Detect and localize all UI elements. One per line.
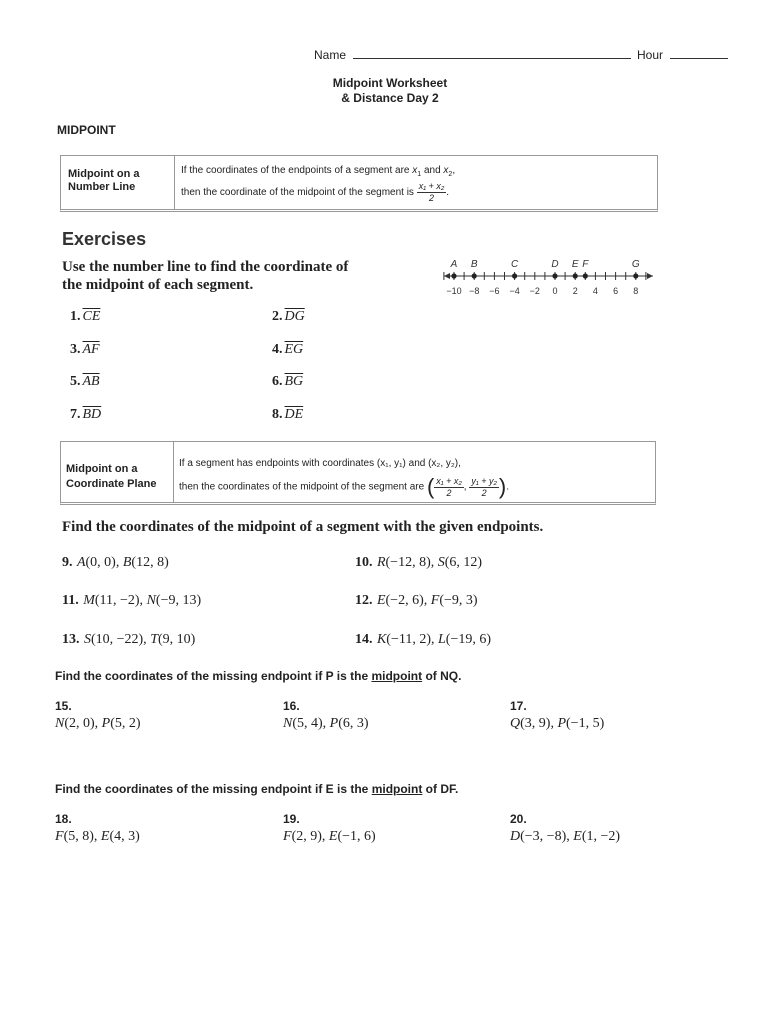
box1-and: and bbox=[421, 165, 444, 176]
midpoint-problem: 12. E(−2, 6), F(−9, 3) bbox=[355, 593, 478, 608]
exercises-heading: Exercises bbox=[62, 229, 147, 249]
box2-text-b: then the coordinates of the midpoint of the segment are bbox=[179, 481, 425, 493]
midpoint-problem: 14. K(−11, 2), L(−19, 6) bbox=[355, 632, 492, 647]
point-g bbox=[633, 273, 638, 278]
number-line-midpoint-box bbox=[60, 155, 658, 212]
part3-heading-pre: Find the coordinates of the missing endpoint if P is the bbox=[55, 669, 372, 683]
midpoint-problem: 11. M(11, −2), N(−9, 13) bbox=[62, 593, 202, 608]
problem-number: 19. bbox=[283, 812, 300, 826]
box1-text-b: then the coordinate of the midpoint of the segment is bbox=[181, 187, 414, 198]
coordinate-plane-midpoint-box bbox=[60, 441, 656, 505]
part3-heading bbox=[55, 669, 461, 683]
point-f bbox=[583, 273, 588, 278]
part4-heading bbox=[55, 782, 458, 796]
box1-text-line-2: then the coordinate of the midpoint of the segment is $\frac{\text{x₁ + x₂}}{2}$ . bbox=[181, 181, 450, 203]
tick-label: 8 bbox=[633, 286, 639, 296]
problem-number: 16. bbox=[283, 699, 300, 713]
point-label: C bbox=[510, 259, 519, 270]
box-divider bbox=[174, 156, 175, 209]
y-midpoint-fraction bbox=[469, 476, 499, 499]
point-label: F bbox=[582, 259, 589, 270]
segment-problem: 5. $\overline{AB}$ bbox=[70, 374, 100, 389]
tick-label: −6 bbox=[489, 286, 500, 296]
left-arrow-icon bbox=[444, 273, 450, 279]
hour-field bbox=[637, 46, 728, 62]
midpoint-problem: 9. A(0, 0), B(12, 8) bbox=[62, 555, 169, 570]
segment-problem: 8. $\overline{DE}$ bbox=[272, 407, 304, 422]
point-label: E bbox=[571, 259, 579, 270]
fraction-denominator: 2 bbox=[428, 193, 434, 203]
page-title bbox=[320, 76, 460, 106]
part4-midpoint-link: midpoint bbox=[371, 782, 423, 796]
fraction-numerator: x₁ + x₂ bbox=[418, 181, 445, 191]
x1-sub: 1 bbox=[417, 171, 422, 178]
box2-divider bbox=[173, 442, 174, 502]
x-fraction-denominator: 2 bbox=[446, 487, 452, 498]
point-label: G bbox=[631, 259, 640, 270]
segment-problem: 7. $\overline{BD}$ bbox=[70, 407, 102, 422]
point-label: D bbox=[551, 259, 559, 270]
x1-symbol: x bbox=[412, 165, 418, 176]
midpoint-problem: 13. S(10, −22), T(9, 10) bbox=[62, 632, 196, 647]
part3-heading-post: of NQ. bbox=[422, 669, 462, 683]
point-b bbox=[472, 273, 477, 278]
instructions-line-2: the midpoint of each segment. bbox=[62, 277, 254, 293]
point-e bbox=[573, 273, 578, 278]
point-c bbox=[512, 273, 517, 278]
part4-heading-post: of DF. bbox=[422, 782, 459, 796]
segment-problem: 2. $\overline{DG}$ bbox=[272, 309, 305, 324]
tick-label: −10 bbox=[446, 286, 462, 296]
title-line-1: Midpoint Worksheet bbox=[332, 76, 448, 90]
point-label: B bbox=[470, 259, 478, 270]
tick-label: −2 bbox=[529, 286, 540, 296]
hour-label: Hour bbox=[637, 48, 664, 62]
box1-comma: , bbox=[452, 165, 456, 176]
box1-text-line-1 bbox=[181, 165, 455, 178]
x-midpoint-fraction bbox=[434, 476, 464, 499]
x-fraction-numerator: x₁ + x₂ bbox=[436, 475, 462, 486]
tick-label: 4 bbox=[592, 286, 598, 296]
exercises-instructions bbox=[62, 258, 348, 294]
segment-problem: 1. $\overline{CE}$ bbox=[70, 309, 101, 324]
segment-problem: 3. $\overline{AF}$ bbox=[70, 342, 100, 357]
tick-label: 6 bbox=[613, 286, 619, 296]
section-heading: MIDPOINT bbox=[57, 123, 116, 137]
endpoint-problem: N(2, 0), P(5, 2) bbox=[55, 716, 141, 731]
number-line bbox=[440, 255, 660, 300]
problem-number: 18. bbox=[55, 812, 72, 826]
part2-heading: Find the coordinates of the midpoint of a segment with the given endpoints. bbox=[62, 519, 544, 535]
part3-midpoint-link: midpoint bbox=[371, 669, 423, 683]
x2-sub: 2 bbox=[448, 171, 453, 178]
tick-label: −8 bbox=[469, 286, 480, 296]
endpoint-problem: F(2, 9), E(−1, 6) bbox=[283, 829, 376, 844]
box2-label-line-2: Coordinate Plane bbox=[66, 478, 157, 490]
problem-number: 17. bbox=[510, 699, 527, 713]
segment-problem: 6. $\overline{BG}$ bbox=[272, 374, 304, 389]
name-label: Name bbox=[314, 48, 347, 62]
point-a bbox=[451, 273, 456, 278]
segment-problem: 4. $\overline{EG}$ bbox=[272, 342, 304, 357]
box2-text-line-2: then the coordinates of the midpoint of the segment are ( $\frac{\text{x₁ + x₂}}{2}$ , $\frac{\text{y₁ + y₂}}{2}$ ). bbox=[179, 474, 509, 499]
x2-symbol: x bbox=[443, 165, 449, 176]
tick-label: −4 bbox=[509, 286, 520, 296]
box1-text-a: If the coordinates of the endpoints of a segment are bbox=[181, 165, 413, 176]
problem-number: 15. bbox=[55, 699, 72, 713]
y-fraction-denominator: 2 bbox=[481, 487, 487, 498]
endpoint-problem: N(5, 4), P(6, 3) bbox=[283, 716, 369, 731]
tick-label: 0 bbox=[552, 286, 558, 296]
midpoint-problem: 10. R(−12, 8), S(6, 12) bbox=[355, 555, 483, 570]
box1-label-line-1: Midpoint on a bbox=[68, 168, 140, 180]
problem-number: 20. bbox=[510, 812, 527, 826]
tick-label: 2 bbox=[572, 286, 578, 296]
box1-label-line-2: Number Line bbox=[68, 181, 136, 193]
point-label: A bbox=[450, 259, 458, 270]
endpoint-problem: Q(3, 9), P(−1, 5) bbox=[510, 716, 605, 731]
title-line-2: & Distance Day 2 bbox=[341, 91, 439, 105]
instructions-line-1: Use the number line to find the coordinate of bbox=[62, 259, 349, 275]
box1-label bbox=[68, 168, 139, 194]
right-arrow-icon bbox=[647, 273, 653, 279]
box2-label bbox=[66, 462, 156, 492]
box2-text-line-1: If a segment has endpoints with coordinates (x₁, y₁) and (x₂, y₂), bbox=[179, 458, 461, 469]
endpoint-problem: D(−3, −8), E(1, −2) bbox=[510, 829, 621, 844]
y-fraction-numerator: y₁ + y₂ bbox=[471, 475, 497, 486]
name-field bbox=[314, 46, 631, 62]
midpoint-fraction bbox=[417, 181, 447, 204]
part4-heading-pre: Find the coordinates of the missing endpoint if E is the bbox=[55, 782, 372, 796]
hour-blank[interactable] bbox=[670, 46, 728, 59]
box2-label-line-1: Midpoint on a bbox=[66, 463, 138, 475]
endpoint-problem: F(5, 8), E(4, 3) bbox=[55, 829, 140, 844]
point-d bbox=[552, 273, 557, 278]
name-blank[interactable] bbox=[353, 46, 631, 59]
